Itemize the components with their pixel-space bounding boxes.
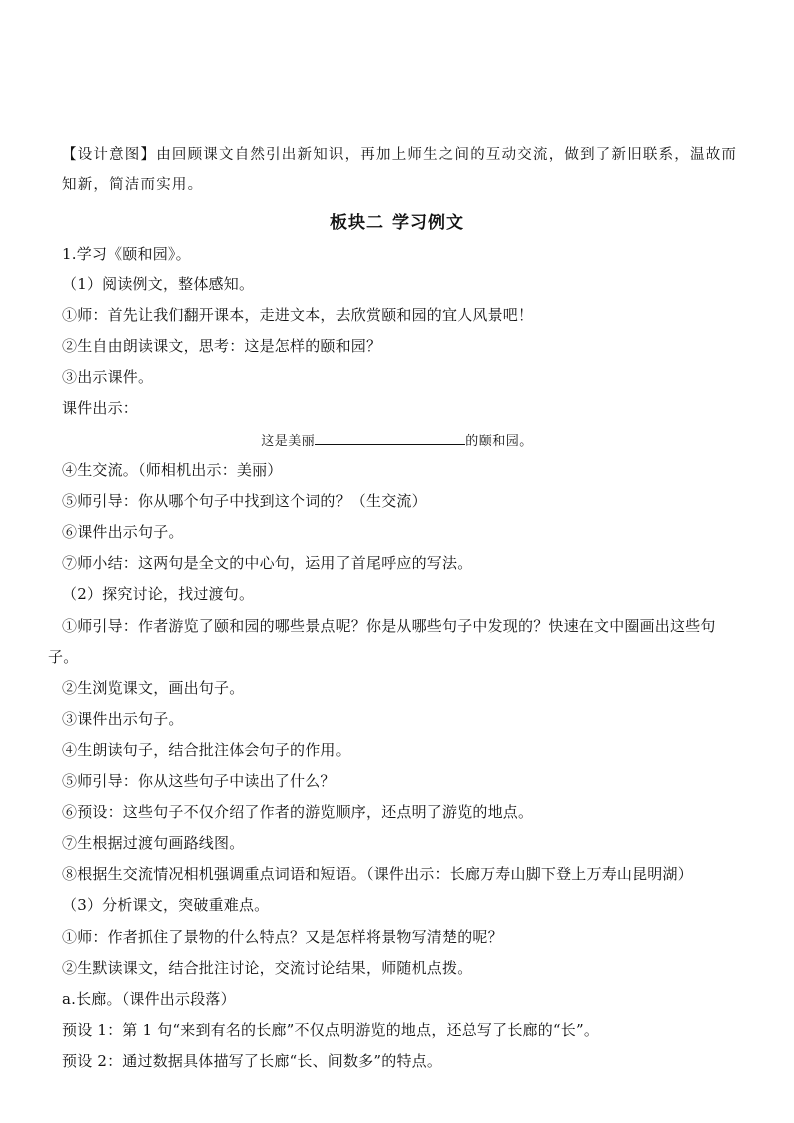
design-intent-text: 由回顾课文自然引出新知识，再加上师生之间的互动交流，做到了新旧联系，温故而 (156, 147, 738, 163)
lesson-item-1: 1.学习《颐和园》。 (62, 245, 191, 263)
fill-after: 的颐和园。 (465, 434, 533, 449)
design-intent-line1 (62, 144, 754, 166)
step-1-6: ⑥课件出示句子。 (62, 523, 184, 541)
step-2-4: ④生朗读句子，结合批注体会句子的作用。 (62, 741, 351, 759)
step-1-3: ③出示课件。 (62, 368, 154, 386)
subsection-2-title: （2）探究讨论，找过渡句。 (62, 585, 255, 603)
step-2-2: ②生浏览课文，画出句子。 (62, 679, 245, 697)
step-2-7: ⑦生根据过渡句画路线图。 (62, 834, 245, 852)
step-2-3: ③课件出示句子。 (62, 710, 184, 728)
step-1-1: ①师：首先让我们翻开课本，走进文本，去欣赏颐和园的宜人风景吧！ (62, 306, 534, 324)
step-3-1: ①师：作者抓住了景物的什么特点？又是怎样将景物写清楚的呢？ (62, 928, 503, 946)
preset-2: 预设 2：通过数据具体描写了长廊“长、间数多”的特点。 (62, 1052, 443, 1070)
step-2-5: ⑤师引导：你从这些句子中读出了什么？ (62, 772, 336, 790)
design-intent-label: 【设计意图】 (62, 147, 157, 163)
courseware-label: 课件出示： (62, 399, 139, 417)
design-intent-line2: 知新，简洁而实用。 (62, 177, 204, 193)
step-1-4: ④生交流。（师相机出示：美丽） (62, 461, 283, 479)
fill-in-sentence (0, 430, 794, 449)
step-3-2: ②生默读课文，结合批注讨论，交流讨论结果，师随机点拨。 (62, 959, 473, 977)
fill-blank (315, 432, 465, 445)
section-heading (0, 208, 794, 233)
step-2-1a: ①师引导：作者游览了颐和园的哪些景点呢？你是从哪些句子中发现的？快速在文中圈画出这些句 (62, 617, 716, 635)
section-heading-part1: 板块二 (330, 213, 384, 233)
step-1-7: ⑦师小结：这两句是全文的中心句，运用了首尾呼应的写法。 (62, 554, 473, 572)
step-2-6: ⑥预设：这些句子不仅介绍了作者的游览顺序，还点明了游览的地点。 (62, 803, 534, 821)
fill-before: 这是美丽 (261, 434, 316, 449)
step-2-8: ⑧根据生交流情况相机强调重点词语和短语。（课件出示：长廊万寿山脚下登上万寿山昆明湖） (62, 865, 693, 883)
step-1-5: ⑤师引导：你从哪个句子中找到这个词的？（生交流） (62, 492, 427, 510)
step-1-2: ②生自由朗读课文，思考：这是怎样的颐和园？ (62, 337, 382, 355)
preset-1: 预设 1：第 1 句“来到有名的长廊”不仅点明游览的地点，还总写了长廊的“长”。 (62, 1021, 600, 1039)
step-3-a: a.长廊。（课件出示段落） (62, 990, 236, 1008)
subsection-3-title: （3）分析课文，突破重难点。 (62, 896, 270, 914)
section-heading-part2: 学习例文 (392, 213, 464, 233)
step-2-1b: 子。 (48, 648, 79, 666)
subsection-1-title: （1）阅读例文，整体感知。 (62, 275, 255, 293)
